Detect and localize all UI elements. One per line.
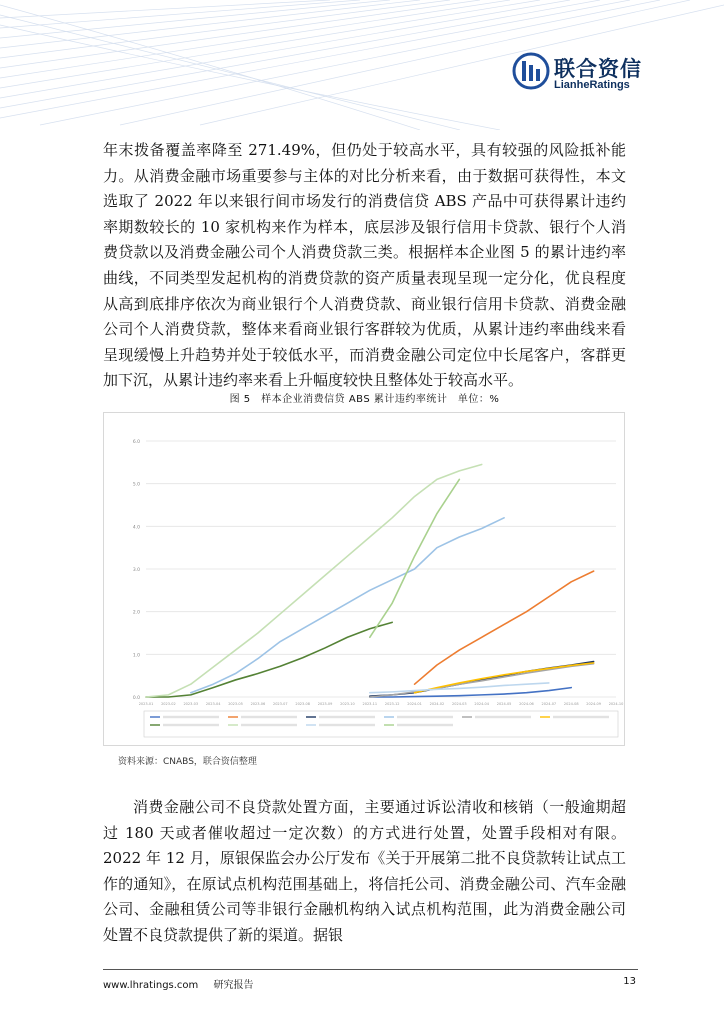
lianhe-ratings-logo xyxy=(512,52,644,96)
y-tick-label: 2.0 xyxy=(132,610,140,616)
x-tick-label: 2023-09 xyxy=(317,702,333,706)
x-tick-label: 2024-07 xyxy=(541,702,557,706)
footer-report-type: 研究报告 xyxy=(213,980,254,991)
legend-label-placeholder-7 xyxy=(163,724,219,726)
footer-divider xyxy=(103,969,638,970)
x-tick-label: 2023-02 xyxy=(161,702,176,706)
legend-label-placeholder-10 xyxy=(397,724,453,726)
footer-left xyxy=(103,976,265,991)
page-number: 13 xyxy=(623,976,636,987)
y-tick-label: 5.0 xyxy=(132,482,140,488)
body-paragraph-2: 消费金融公司不良贷款处置方面，主要通过诉讼清收和核销（一般逾期超过 180 天或者催收超过一定次数）的方式进行处置，处置手段相对有限。2022 年 12 月，原银保监会办公厅发布《关于开展第二批不良贷款转让试点工作的通知》，在原试点机构范围基础上，将信托公司、消费金融公司、汽车金融公司、金融租赁公司等非银行金融机构纳入试点机构范围，此为消费金融公司处置不良贷款提供了新的渠道。据银 xyxy=(103,798,626,944)
x-tick-label: 2023-01 xyxy=(138,702,154,706)
x-tick-label: 2023-04 xyxy=(205,702,221,706)
footer-website[interactable]: www.lhratings.com xyxy=(103,980,199,991)
figure-title: 图 5 样本企业消费信贷 ABS 累计违约率统计 单位：% xyxy=(229,394,500,405)
logo-english-text: LianheRatings xyxy=(554,79,630,91)
legend-label-placeholder-4 xyxy=(397,716,453,718)
x-tick-label: 2023-11 xyxy=(362,702,378,706)
x-tick-label: 2024-03 xyxy=(452,702,467,706)
series-line-4 xyxy=(191,518,504,693)
legend-label-placeholder-6 xyxy=(553,716,609,718)
legend-label-placeholder-8 xyxy=(241,724,297,726)
legend-label-placeholder-1 xyxy=(163,716,219,718)
y-tick-label: 3.0 xyxy=(132,568,140,573)
x-tick-label: 2023-05 xyxy=(228,702,243,706)
logo-mark-icon xyxy=(512,52,550,90)
x-tick-label: 2023-12 xyxy=(384,702,400,706)
x-tick-label: 2023-06 xyxy=(250,702,266,706)
x-tick-label: 2023-07 xyxy=(272,702,288,706)
series-line-7 xyxy=(146,622,392,697)
source-note: 资料来源：CNABS，联合资信整理 xyxy=(118,757,257,767)
logo-chinese-text: 联合资信 xyxy=(554,57,642,81)
legend-label-placeholder-9 xyxy=(319,724,375,726)
x-tick-label: 2024-09 xyxy=(586,702,601,706)
x-tick-label: 2024-06 xyxy=(519,702,534,706)
y-tick-label: 1.0 xyxy=(132,653,140,659)
x-tick-label: 2024-08 xyxy=(563,702,579,706)
default-rate-chart xyxy=(103,412,625,746)
series-line-1 xyxy=(370,688,571,697)
y-tick-label: 4.0 xyxy=(132,525,140,531)
x-tick-label: 2023-08 xyxy=(295,702,310,706)
x-tick-label: 2024-05 xyxy=(496,702,512,706)
x-tick-label: 2024-01 xyxy=(407,702,422,706)
legend-label-placeholder-5 xyxy=(475,716,531,718)
x-tick-label: 2024-04 xyxy=(474,702,490,706)
x-tick-label: 2024-10 xyxy=(608,702,624,706)
series-line-10 xyxy=(370,479,460,637)
y-tick-label: 6.0 xyxy=(132,440,140,445)
x-tick-label: 2023-10 xyxy=(340,702,355,706)
x-tick-label: 2023-03 xyxy=(183,702,199,706)
body-paragraph-1: 年末拨备覆盖率降至 271.49%，但仍处于较高水平，具有较强的风险抵补能力。从消费金融市场重要参与主体的对比分析来看，由于数据可获得性，本文选取了 2022 年以来银行间市场发行的消费信贷 ABS 产品中可获得累计违约率期数较长的 10 家机构来作为样本，底层涉及银行信用卡贷款、银行个人消费贷款以及消费金融公司个人消费贷款三类。根据样本企业图 5 的累计违约率曲线，不同类型发起机构的消费贷款的资产质量表现呈现一定分化，优良程度从高到底排序依次为商业银行个人消费贷款、商业银行信用卡贷款、消费金融公司个人消费贷款，整体来看商业银行客群较为优质，从累计违约率曲线来看呈现缓慢上升趋势并处于较低水平，而消费金融公司定位中长尾客户，客群更加下沉，从累计违约率来看上升幅度较快且整体处于较高水平。 xyxy=(103,141,626,390)
y-tick-label: 0.0 xyxy=(132,696,140,701)
chart-canvas xyxy=(104,413,624,745)
legend-label-placeholder-3 xyxy=(319,716,375,718)
x-tick-label: 2024-02 xyxy=(429,702,445,706)
legend-label-placeholder-2 xyxy=(241,716,297,718)
series-line-8 xyxy=(146,464,482,697)
